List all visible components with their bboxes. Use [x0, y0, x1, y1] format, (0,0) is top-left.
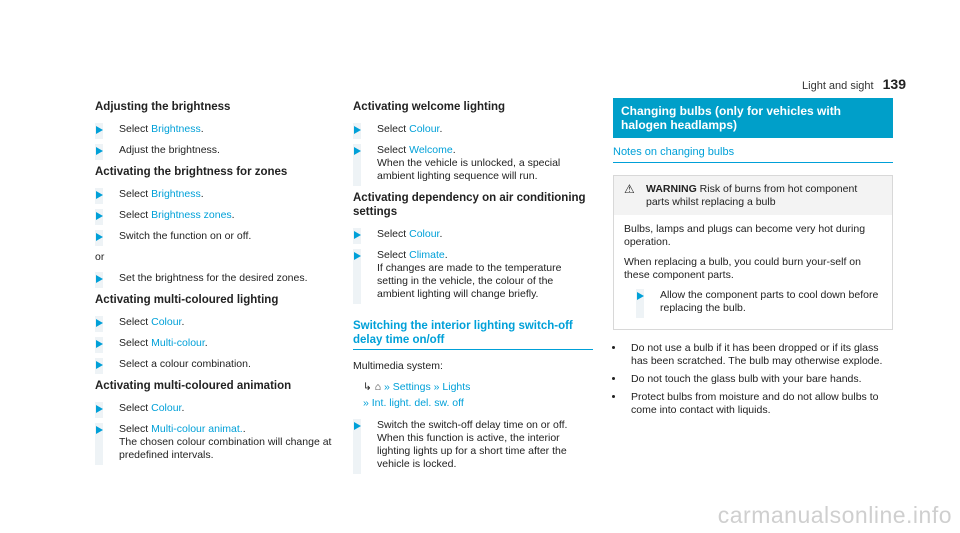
warning-triangle-icon: ⚠ [624, 182, 635, 196]
bullet-list [613, 342, 893, 417]
arrow-icon [637, 292, 644, 300]
double-chevron-icon: » [384, 381, 390, 393]
arrow-icon [96, 275, 103, 283]
step: Select Multi-colour. [95, 337, 335, 350]
arrow-icon [96, 319, 103, 327]
heading-brightness-zones: Activating the brightness for zones [95, 166, 288, 178]
section-title-switch-off-delay: Switching the interior lighting switch-off delay time on/off [353, 319, 593, 350]
arrow-icon [354, 422, 361, 430]
step: Select Colour. [95, 402, 335, 415]
step: Adjust the brightness. [95, 144, 335, 157]
chapter-banner: Changing bulbs (only for vehicles with halogen headlamps) [613, 98, 893, 138]
step: Select Brightness zones. [95, 209, 335, 222]
step-description: When this function is active, the interior lighting lights up for a short time after the vehicle is locked. [377, 432, 567, 470]
column-right [613, 100, 893, 422]
step: Switch the switch-off delay time on or off. When this function is active, the interior lighting lights up for a short time after the vehicle is locked. [353, 419, 593, 471]
menu-link: Brightness [151, 188, 201, 200]
warning-box [613, 175, 893, 330]
step: Set the brightness for the desired zones. [95, 272, 335, 285]
arrow-icon [354, 252, 361, 260]
or-text: or [95, 251, 105, 263]
step: Select Climate. If changes are made to the temperature setting in the vehicle, the colour of the ambient lighting will change briefly. [353, 249, 593, 301]
path-int-light-delay: Int. light. del. sw. off [371, 397, 464, 409]
step: Select Colour. [95, 316, 335, 329]
arrow-icon [354, 126, 361, 134]
arrow-icon [96, 361, 103, 369]
double-chevron-icon: » [433, 381, 440, 393]
menu-link: Brightness [151, 123, 201, 135]
section-name: Light and sight [802, 80, 874, 92]
step-description: The chosen colour combination will change at predefined intervals. [119, 436, 332, 461]
path-lights: Lights [442, 381, 471, 393]
step: Select Welcome. When the vehicle is unlocked, a special ambient lighting sequence will run. [353, 144, 593, 183]
watermark: carmanualsonline.info [717, 502, 952, 528]
step: Select Multi-colour animat.. The chosen colour combination will change at predefined intervals. [95, 423, 335, 462]
arrow-icon [96, 233, 103, 241]
menu-link: Colour [409, 123, 440, 135]
arrow-icon [96, 191, 103, 199]
heading-multi-colour-animation: Activating multi-coloured animation [95, 380, 292, 392]
list-item: • Protect bulbs from moisture and do not allow bulbs to come into contact with liquids. [625, 391, 893, 417]
step: Allow the component parts to cool down before replacing the bulb. [636, 289, 882, 315]
warning-text: Bulbs, lamps and plugs can become very hot during operation. [624, 223, 866, 248]
arrow-icon [96, 340, 103, 348]
menu-link: Colour [151, 402, 182, 414]
multimedia-label: Multimedia system: [353, 360, 443, 372]
list-item: • Do not use a bulb if it has been dropped or if its glass has been scratched. The bulb may otherwise explode. [625, 342, 893, 368]
double-chevron-icon: » [363, 397, 369, 409]
arrow-icon [96, 405, 103, 413]
step: Select Colour. [353, 123, 593, 136]
menu-link: Multi-colour animat. [151, 423, 243, 435]
step-description: When the vehicle is unlocked, a special ambient lighting sequence will run. [377, 157, 561, 182]
step: Select Brightness. [95, 123, 335, 136]
menu-link: Colour [151, 316, 182, 328]
arrow-icon [96, 426, 103, 434]
column-middle [353, 100, 593, 479]
heading-air-conditioning-dependency: Activating dependency on air conditioning settings [353, 192, 586, 218]
warning-headline: Risk of burns from hot component parts whilst replacing a bulb [646, 183, 858, 208]
list-item: • Do not touch the glass bulb with your bare hands. [625, 373, 893, 386]
path-settings: Settings [392, 381, 431, 393]
heading-welcome-lighting: Activating welcome lighting [353, 101, 506, 113]
enter-arrow-icon: ↳ [363, 381, 372, 393]
menu-link: Brightness zones [151, 209, 232, 221]
warning-title: WARNING [646, 183, 697, 195]
menu-path [353, 379, 593, 411]
home-icon: ⌂ [374, 381, 382, 393]
heading-multi-colour: Activating multi-coloured lighting [95, 294, 279, 306]
menu-link: Colour [409, 228, 440, 240]
menu-link: Multi-colour [151, 337, 205, 349]
step: Switch the function on or off. [95, 230, 335, 243]
arrow-icon [96, 126, 103, 134]
menu-link: Climate [409, 249, 445, 261]
page-number: 139 [882, 76, 906, 92]
notes-heading: Notes on changing bulbs [613, 146, 893, 163]
menu-link: Welcome [409, 144, 453, 156]
step: Select a colour combination. [95, 358, 335, 371]
page-header [802, 76, 906, 92]
step: Select Brightness. [95, 188, 335, 201]
column-left [95, 100, 335, 470]
heading-adjust-brightness: Adjusting the brightness [95, 101, 231, 113]
step: Select Colour. [353, 228, 593, 241]
arrow-icon [96, 212, 103, 220]
step-description: If changes are made to the temperature setting in the vehicle, the colour of the ambient lighting will change briefly. [377, 262, 562, 300]
arrow-icon [96, 147, 103, 155]
arrow-icon [354, 147, 361, 155]
arrow-icon [354, 231, 361, 239]
warning-text: When replacing a bulb, you could burn your-self on these component parts. [624, 256, 861, 281]
